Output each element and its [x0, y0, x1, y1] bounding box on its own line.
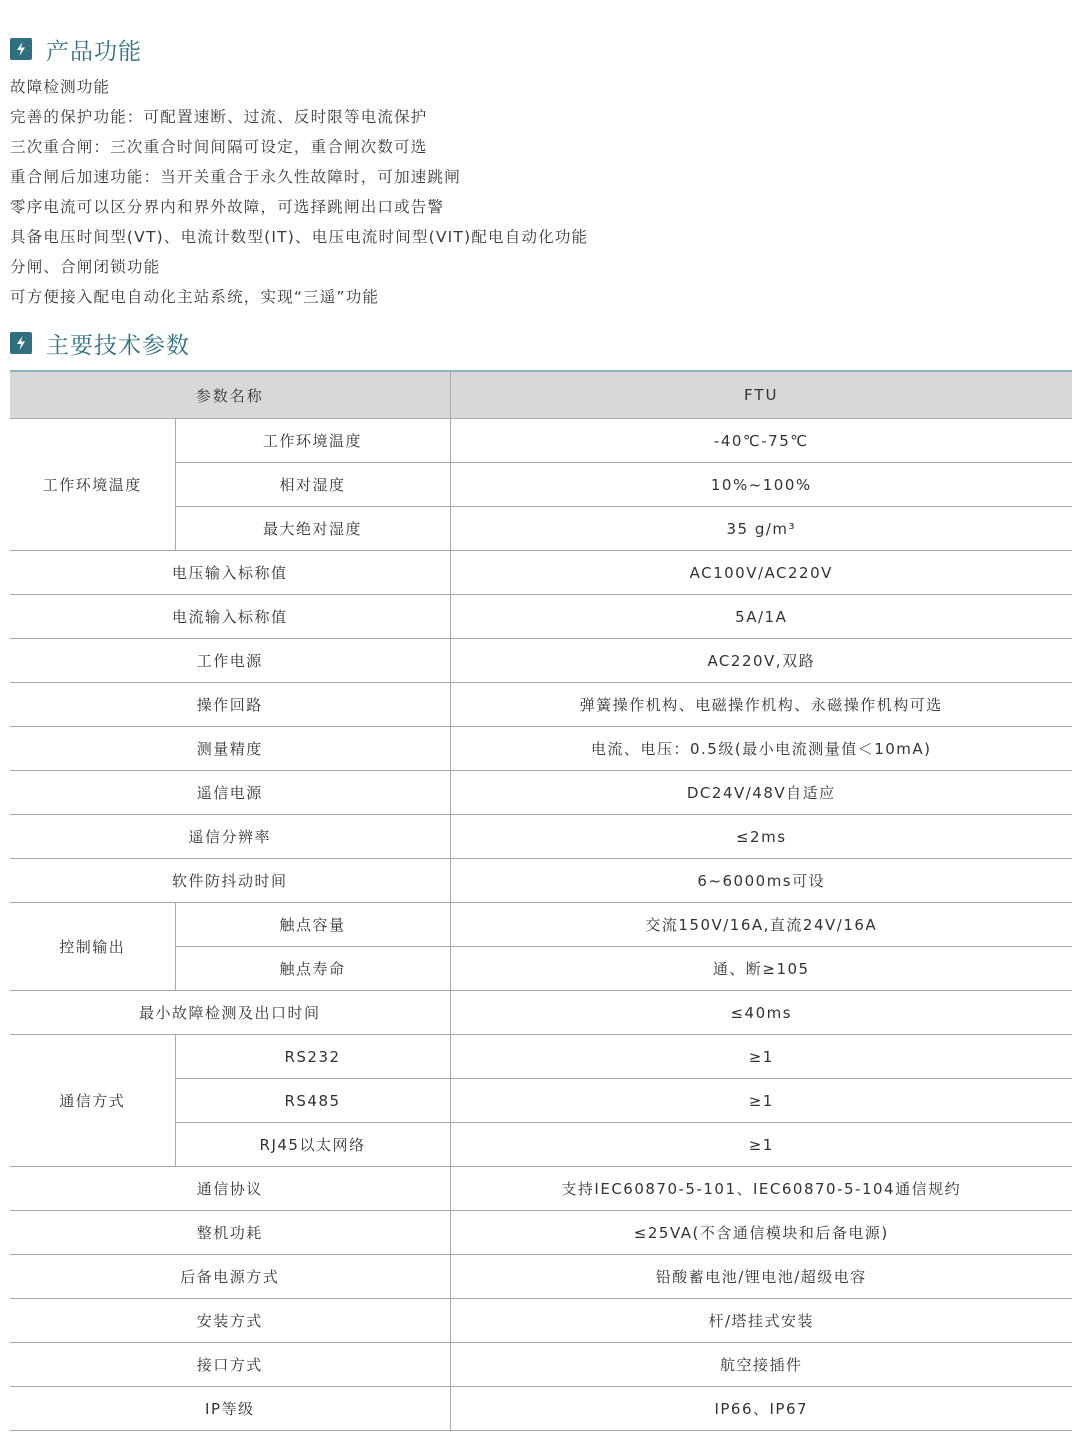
lightning-icon	[10, 332, 32, 354]
table-row	[10, 595, 1072, 639]
table-row	[10, 1035, 1072, 1079]
param-value: 航空接插件	[450, 1343, 1072, 1387]
param-value: ≥1	[450, 1079, 1072, 1123]
header-ftu: FTU	[450, 371, 1072, 419]
table-row	[10, 1387, 1072, 1431]
param-label: 工作环境温度	[175, 419, 450, 463]
param-label: 遥信电源	[10, 771, 450, 815]
table-row	[10, 1211, 1072, 1255]
group-label: 控制输出	[10, 903, 175, 991]
section-title: 主要技术参数	[46, 332, 190, 359]
param-value: ≤2ms	[450, 815, 1072, 859]
feature-list	[10, 72, 1060, 312]
param-label: 工作电源	[10, 639, 450, 683]
param-label: 相对湿度	[175, 463, 450, 507]
param-value: 35 g/m³	[450, 507, 1072, 551]
section-title: 产品功能	[46, 38, 142, 65]
param-label: 测量精度	[10, 727, 450, 771]
param-label: 安装方式	[10, 1299, 450, 1343]
param-label: 触点寿命	[175, 947, 450, 991]
table-row	[10, 1167, 1072, 1211]
feature-item: 完善的保护功能：可配置速断、过流、反时限等电流保护	[10, 108, 428, 126]
feature-item: 分闸、合闸闭锁功能	[10, 258, 161, 276]
param-value: 5A/1A	[450, 595, 1072, 639]
param-value: 支持IEC60870-5-101、IEC60870-5-104通信规约	[450, 1167, 1072, 1211]
param-value: AC220V,双路	[450, 639, 1072, 683]
param-value: 电流、电压：0.5级(最小电流测量值＜10mA)	[450, 727, 1072, 771]
param-label: 触点容量	[175, 903, 450, 947]
feature-item: 可方便接入配电自动化主站系统，实现“三遥”功能	[10, 288, 380, 306]
param-value: 6~6000ms可设	[450, 859, 1072, 903]
table-header-row	[10, 371, 1072, 419]
table-row	[10, 903, 1072, 947]
table-row	[10, 683, 1072, 727]
table-row	[10, 1299, 1072, 1343]
table-row	[10, 551, 1072, 595]
section-header-features	[10, 32, 142, 66]
params-table	[10, 370, 1072, 1431]
param-value: DC24V/48V自适应	[450, 771, 1072, 815]
param-label: 电压输入标称值	[10, 551, 450, 595]
param-value: 杆/塔挂式安装	[450, 1299, 1072, 1343]
header-param-name: 参数名称	[10, 371, 450, 419]
table-row	[10, 1255, 1072, 1299]
table-row	[10, 859, 1072, 903]
table-row	[10, 1343, 1072, 1387]
param-label: 软件防抖动时间	[10, 859, 450, 903]
section-header-params	[10, 326, 190, 360]
param-label: 电流输入标称值	[10, 595, 450, 639]
param-label: 最小故障检测及出口时间	[10, 991, 450, 1035]
param-value: AC100V/AC220V	[450, 551, 1072, 595]
param-label: RS232	[175, 1035, 450, 1079]
group-label: 工作环境温度	[10, 419, 175, 551]
feature-item: 三次重合闸：三次重合时间间隔可设定，重合闸次数可选	[10, 138, 428, 156]
table-row	[10, 419, 1072, 463]
param-label: 遥信分辨率	[10, 815, 450, 859]
param-value: 铅酸蓄电池/锂电池/超级电容	[450, 1255, 1072, 1299]
param-value: ≤40ms	[450, 991, 1072, 1035]
param-label: 后备电源方式	[10, 1255, 450, 1299]
group-label: 通信方式	[10, 1035, 175, 1167]
param-label: 最大绝对湿度	[175, 507, 450, 551]
param-value: -40℃-75℃	[450, 419, 1072, 463]
feature-item: 重合闸后加速功能：当开关重合于永久性故障时，可加速跳闸	[10, 168, 461, 186]
param-label: 通信协议	[10, 1167, 450, 1211]
param-label: IP等级	[10, 1387, 450, 1431]
param-value: ≤25VA(不含通信模块和后备电源)	[450, 1211, 1072, 1255]
param-label: RS485	[175, 1079, 450, 1123]
param-label: RJ45以太网络	[175, 1123, 450, 1167]
table-row	[10, 727, 1072, 771]
feature-item: 零序电流可以区分界内和界外故障，可选择跳闸出口或告警	[10, 198, 445, 216]
param-label: 接口方式	[10, 1343, 450, 1387]
param-value: 10%~100%	[450, 463, 1072, 507]
table-row	[10, 991, 1072, 1035]
table-row	[10, 771, 1072, 815]
param-value: IP66、IP67	[450, 1387, 1072, 1431]
table-row	[10, 815, 1072, 859]
param-value: 通、断≥105	[450, 947, 1072, 991]
lightning-icon	[10, 38, 32, 60]
feature-item: 具备电压时间型(VT)、电流计数型(IT)、电压电流时间型(VIT)配电自动化功能	[10, 228, 589, 246]
param-label: 整机功耗	[10, 1211, 450, 1255]
param-value: 弹簧操作机构、电磁操作机构、永磁操作机构可选	[450, 683, 1072, 727]
feature-item: 故障检测功能	[10, 78, 111, 96]
param-value: ≥1	[450, 1123, 1072, 1167]
param-label: 操作回路	[10, 683, 450, 727]
param-value: ≥1	[450, 1035, 1072, 1079]
param-value: 交流150V/16A,直流24V/16A	[450, 903, 1072, 947]
table-row	[10, 639, 1072, 683]
